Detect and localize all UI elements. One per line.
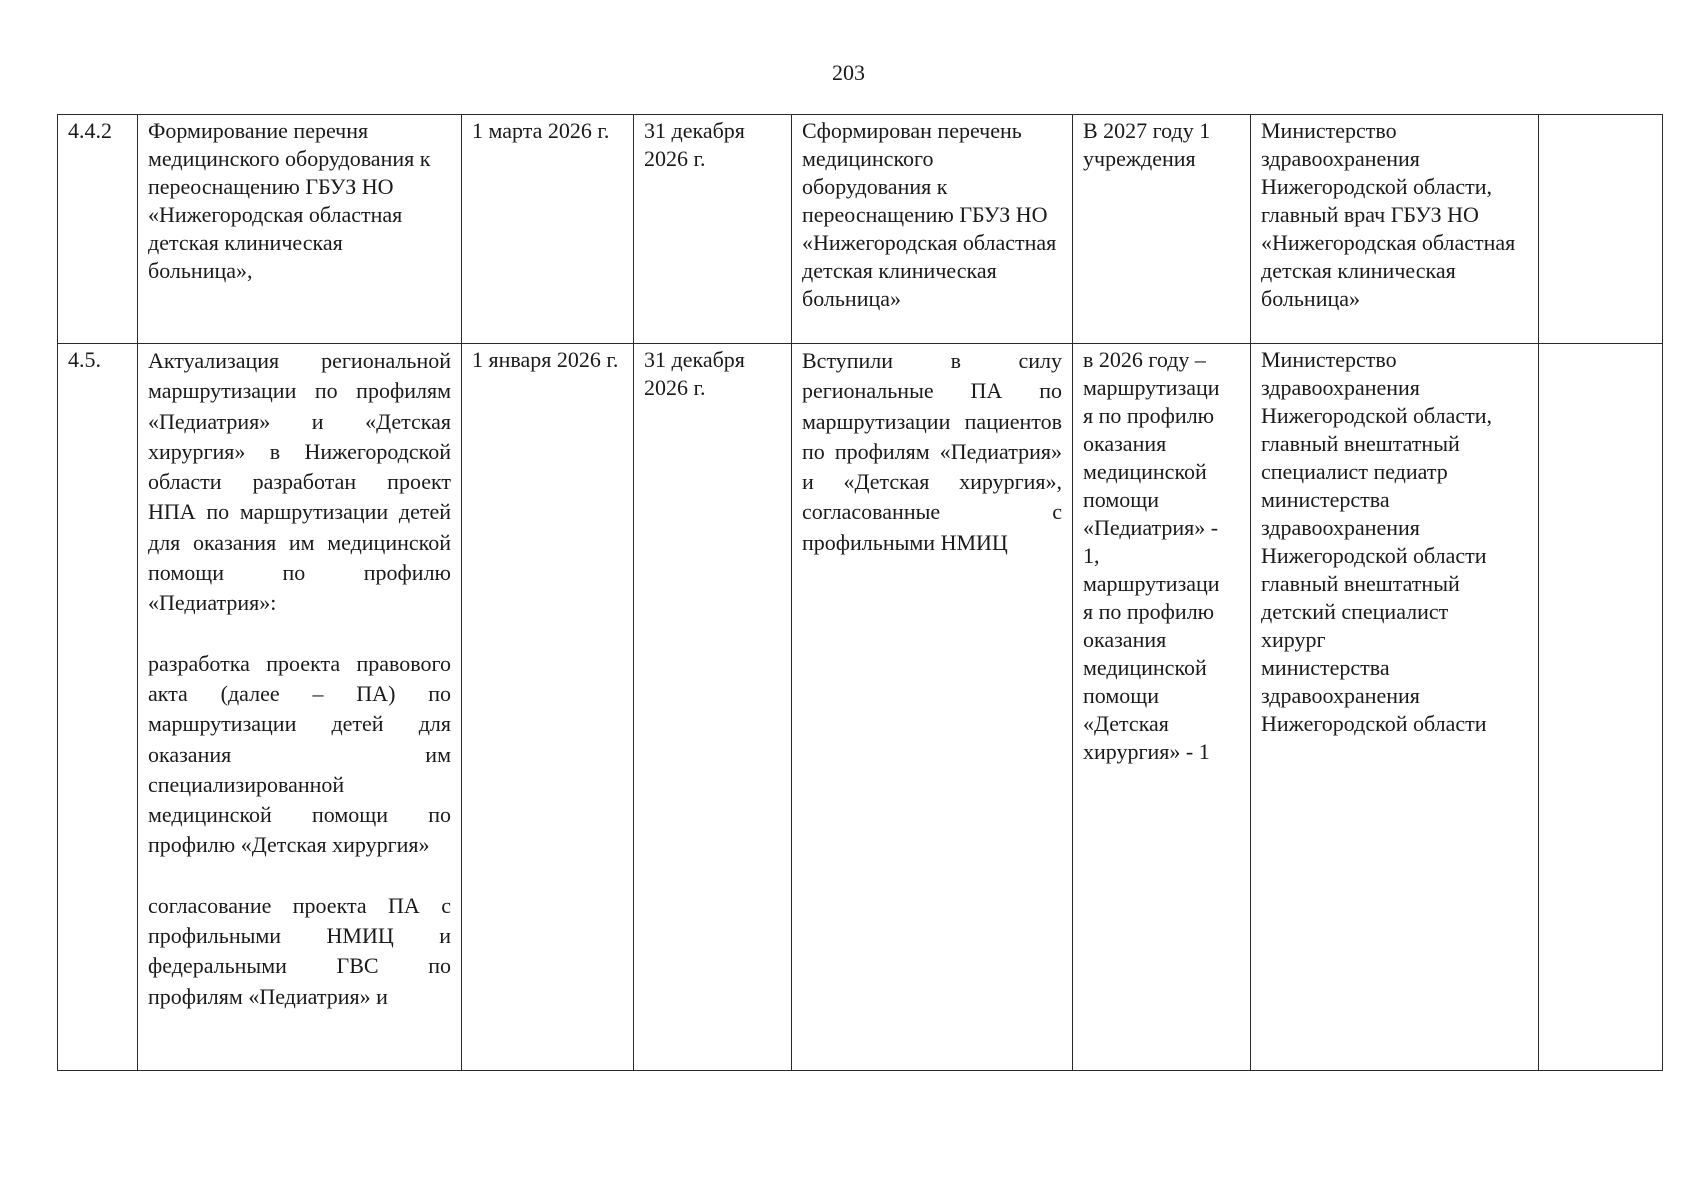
indicator-line: помощи — [1083, 683, 1159, 708]
responsible-line: Нижегородской области — [1261, 543, 1487, 568]
end-date: 31 декабря 2026 г. — [634, 344, 792, 1071]
indicator-line: 1, — [1083, 543, 1100, 568]
indicator-line: в 2026 году – — [1083, 347, 1206, 372]
responsible-line: Министерство — [1261, 347, 1397, 372]
description-paragraph: Актуализация региональной маршрутизации по профилям «Педиатрия» и «Детская хирургия» в Нижегородской области разработан проект НПА по маршрутизации детей для оказания им медицинской помощи по профилю «Педиатрия»: — [148, 348, 451, 616]
indicator-line: маршрутизаци — [1083, 571, 1220, 596]
item-number: 4.5. — [58, 344, 138, 1071]
table-row — [58, 115, 1663, 344]
responsible-line: министерства — [1261, 487, 1390, 512]
table-row — [58, 344, 1663, 1071]
indicator-line: хирургия» - 1 — [1083, 739, 1210, 764]
indicator-line: оказания — [1083, 627, 1167, 652]
activity-description: Формирование перечня медицинского оборудования к переоснащению ГБУЗ НО «Нижегородская областная детская клиническая больница», — [138, 115, 462, 344]
start-date: 1 января 2026 г. — [462, 344, 634, 1071]
indicator-line: медицинской — [1083, 459, 1207, 484]
responsible-line: здравоохранения — [1261, 683, 1420, 708]
responsible-line: здравоохранения — [1261, 515, 1420, 540]
start-date: 1 марта 2026 г. — [462, 115, 634, 344]
responsible-line: главный внештатный — [1261, 431, 1460, 456]
indicator: В 2027 году 1 учреждения — [1073, 115, 1251, 344]
responsible: Министерство здравоохранения Нижегородской области, главный врач ГБУЗ НО «Нижегородская областная детская клиническая больница» — [1251, 115, 1539, 344]
responsible-line: Нижегородской области — [1261, 711, 1487, 736]
empty-cell — [1539, 115, 1663, 344]
responsible-line: специалист педиатр — [1261, 459, 1448, 484]
responsible — [1251, 344, 1539, 1071]
indicator-line: «Детская — [1083, 711, 1169, 736]
description-paragraph: разработка проекта правового акта (далее – ПА) по маршрутизации детей для оказания им специализированной медицинской помощи по профилю «Детская хирургия» — [148, 650, 451, 858]
responsible-line: здравоохранения — [1261, 375, 1420, 400]
description-paragraph: согласование проекта ПА с профильными НМИЦ и федеральными ГВС по профилям «Педиатрия» и — [148, 892, 451, 1009]
responsible-line: главный внештатный — [1261, 571, 1460, 596]
activity-table — [57, 114, 1663, 1071]
indicator-line: медицинской — [1083, 655, 1207, 680]
item-number: 4.4.2 — [58, 115, 138, 344]
empty-cell — [1539, 344, 1663, 1071]
indicator-line: помощи — [1083, 487, 1159, 512]
end-date: 31 декабря 2026 г. — [634, 115, 792, 344]
activity-description — [138, 344, 462, 1071]
expected-result: Вступили в силу региональные ПА по маршрутизации пациентов по профилям «Педиатрия» и «Детская хирургия», согласованные с профильными НМИЦ — [792, 344, 1073, 1071]
expected-result: Сформирован перечень медицинского оборудования к переоснащению ГБУЗ НО «Нижегородская областная детская клиническая больница» — [792, 115, 1073, 344]
indicator-line: оказания — [1083, 431, 1167, 456]
indicator-line: маршрутизаци — [1083, 375, 1220, 400]
indicator-line: «Педиатрия» - — [1083, 515, 1219, 540]
indicator — [1073, 344, 1251, 1071]
page-number: 203 — [832, 60, 865, 85]
indicator-line: я по профилю — [1083, 403, 1215, 428]
indicator-line: я по профилю — [1083, 599, 1215, 624]
responsible-line: хирург — [1261, 627, 1326, 652]
responsible-line: министерства — [1261, 655, 1390, 680]
responsible-line: детский специалист — [1261, 599, 1449, 624]
responsible-line: Нижегородской области, — [1261, 403, 1493, 428]
